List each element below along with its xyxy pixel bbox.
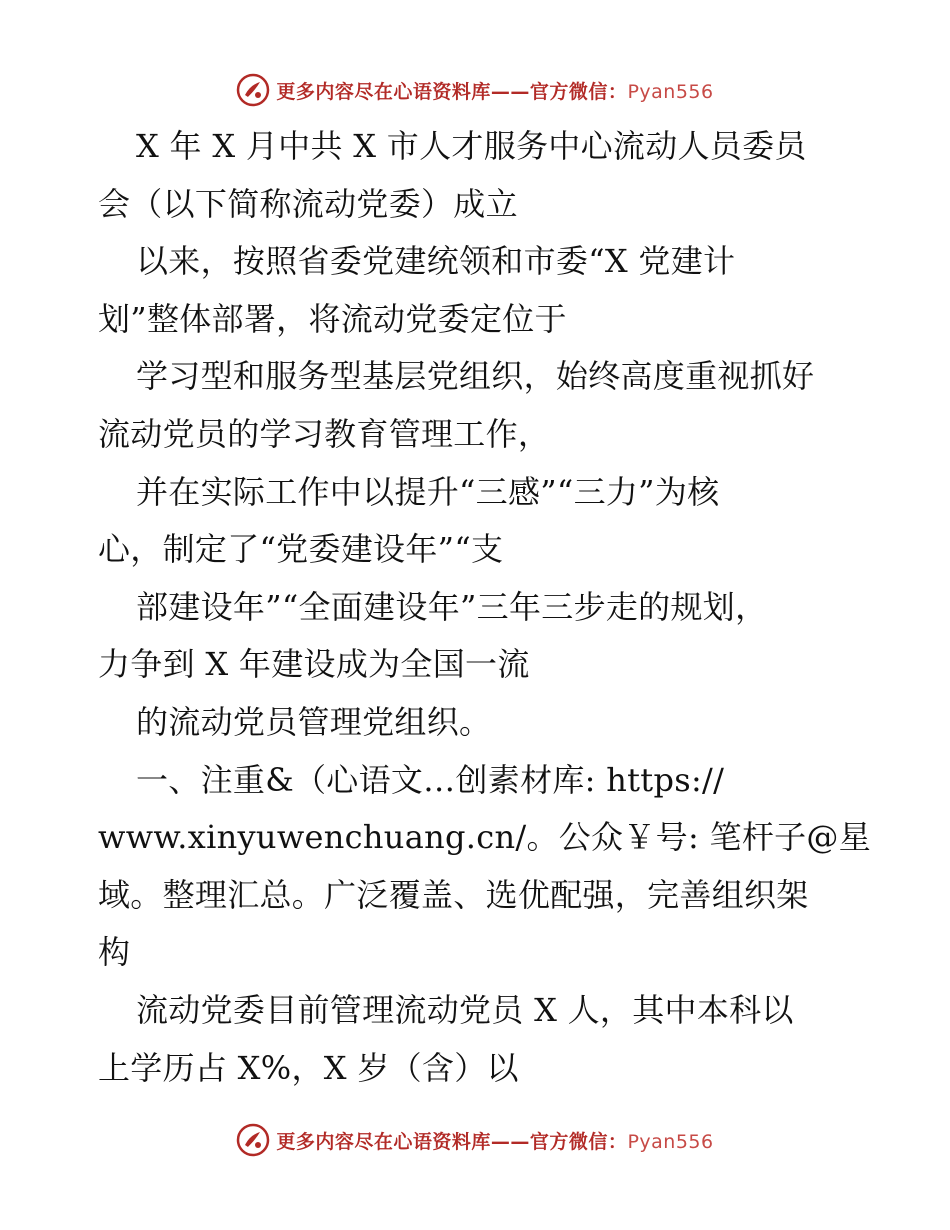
- text-line: 学习型和服务型基层党组织，始终高度重视抓好: [136, 357, 815, 396]
- text-line: 流动党员的学习教育管理工作，: [98, 414, 551, 453]
- footer-banner: [0, 1120, 950, 1160]
- text-line: X 年 X 月中共 X 市人才服务中心流动人员委员: [136, 127, 807, 165]
- writing-hand-logo-icon: [236, 73, 270, 107]
- banner-text: 更多内容尽在心语资料库——官方微信：Pyan556: [276, 80, 714, 103]
- text-line: 流动党委目前管理流动党员 X 人，其中本科以: [136, 990, 794, 1029]
- text-line: 心，制定了“党委建设年”“支: [98, 530, 504, 569]
- header-banner: [0, 70, 950, 110]
- text-line: 的流动党员管理党组织。: [136, 702, 492, 741]
- text-line: 以来，按照省委党建统领和市委“X 党建计: [136, 242, 736, 281]
- text-line: 一、注重&（心语文…创素材库: https://: [136, 760, 725, 799]
- text-line: 部建设年”“全面建设年”三年三步走的规划，: [136, 587, 768, 626]
- document-body: [98, 118, 872, 1097]
- wechat-id: Pyan556: [627, 80, 714, 103]
- text-line: 域。整理汇总。广泛覆盖、选优配强，完善组织架: [98, 875, 809, 914]
- text-line: 划”整体部署，将流动党委定位于: [98, 299, 567, 338]
- text-line: 力争到 X 年建设成为全国一流: [98, 645, 530, 684]
- text-line: www.xinyuwenchuang.cn/。公众￥号: 笔杆子@星: [98, 818, 872, 857]
- wechat-id: Pyan556: [627, 1130, 714, 1153]
- text-line: 并在实际工作中以提升“三感”“三力”为核: [136, 472, 720, 511]
- text-line: 上学历占 X%，X 岁（含）以: [98, 1048, 519, 1087]
- banner-text: 更多内容尽在心语资料库——官方微信：Pyan556: [276, 1130, 714, 1153]
- writing-hand-logo-icon: [236, 1123, 270, 1157]
- text-line: 构: [98, 933, 131, 972]
- text-line: 会（以下简称流动党委）成立: [98, 184, 518, 223]
